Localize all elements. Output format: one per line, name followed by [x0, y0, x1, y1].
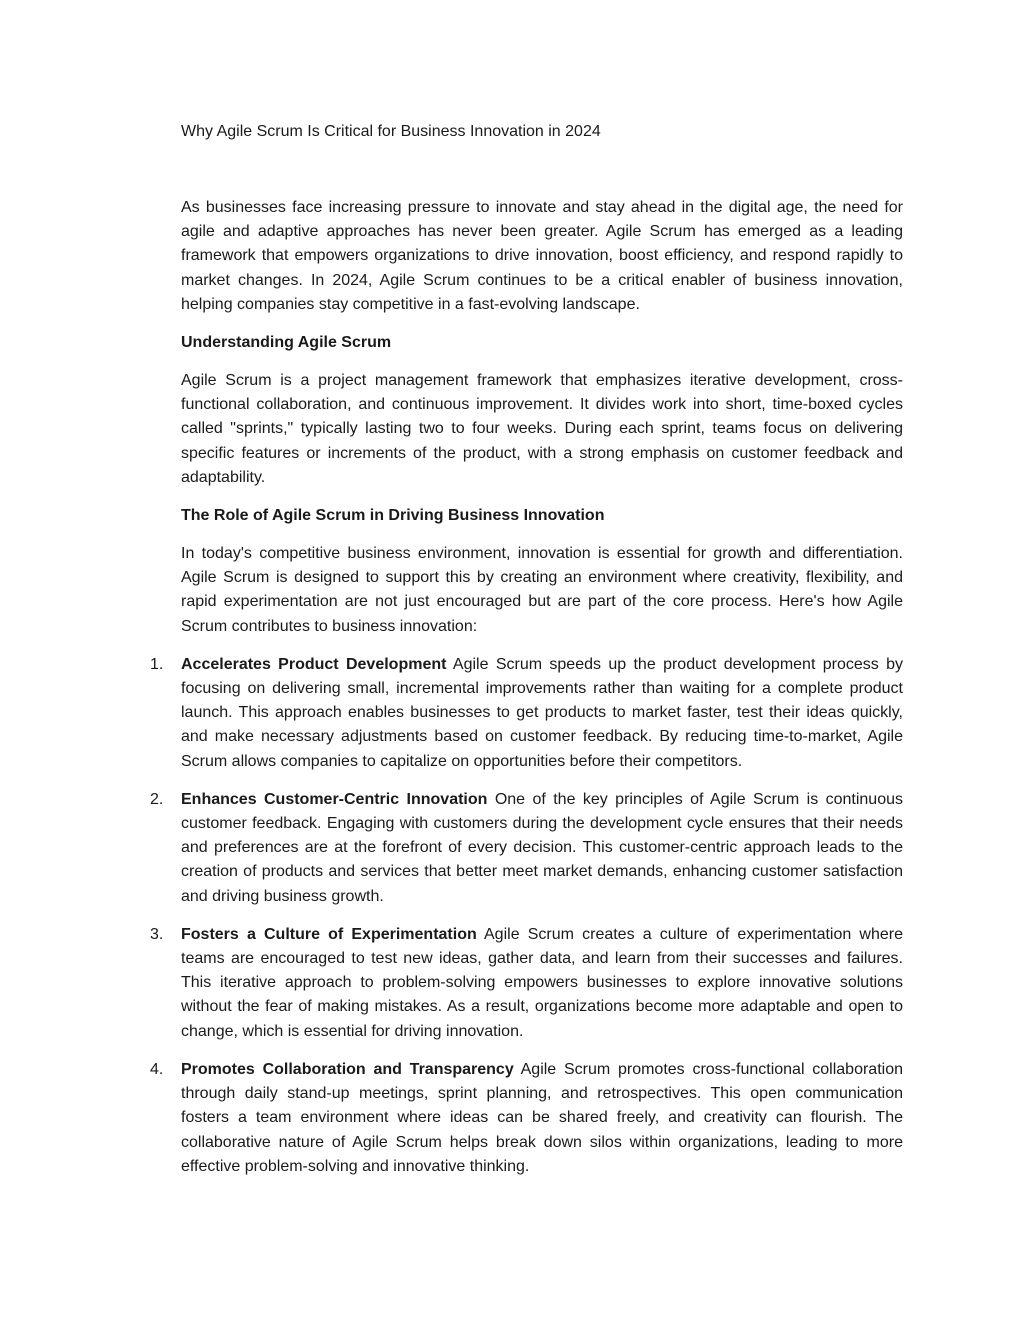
- list-item-text: Agile Scrum promotes cross-functional collaboration through daily stand-up meetings, sprint planning, and retrospectives. This open communication fosters a team environment where ideas can be shared freely, and creativity can flourish. The collaborative nature of Agile Scrum helps break down silos within organizations, leading to more effective problem-solving and innovative thinking.: [181, 1060, 903, 1175]
- section-paragraph-role: In today's competitive business environment, innovation is essential for growth and differentiation. Agile Scrum is designed to support this by creating an environment where creativity, flexibility, and rapid experimentation are not just encouraged but are part of the core process. Here's how Agile Scrum contributes to business innovation:: [181, 545, 903, 635]
- list-item-title: Enhances Customer-Centric Innovation: [181, 790, 488, 808]
- list-item-text: Agile Scrum creates a culture of experimentation where teams are encouraged to test new ideas, gather data, and learn from their successes and failures. This iterative approach to problem-solving empowers businesses to explore innovative solutions without the fear of making mistakes. As a result, organizations become more adaptable and open to change, which is essential for driving innovation.: [181, 925, 904, 1040]
- list-item-number: 2.: [150, 790, 164, 808]
- innovation-list: [150, 653, 904, 1179]
- list-item: [150, 788, 903, 909]
- list-item-text: One of the key principles of Agile Scrum is continuous customer feedback. Engaging with customers during the development cycle ensures that their needs and preferences are at the forefront of every decision. This customer-centric approach leads to the creation of products and services that better meet market demands, enhancing customer satisfaction and driving business growth.: [181, 790, 903, 905]
- list-item: [150, 923, 904, 1044]
- list-item-number: 3.: [150, 925, 164, 943]
- document-body: [150, 120, 904, 1193]
- list-item-text: Agile Scrum speeds up the product development process by focusing on delivering small, incremental improvements rather than waiting for a complete product launch. This approach enables businesses to get products to market faster, test their ideas quickly, and make necessary adjustments based on customer feedback. By reducing time-to-market, Agile Scrum allows companies to capitalize on opportunities before their competitors.: [181, 655, 904, 770]
- list-item: [150, 653, 904, 774]
- list-item-title: Accelerates Product Development: [181, 655, 447, 673]
- document-title: Why Agile Scrum Is Critical for Business Innovation in 2024: [181, 123, 601, 140]
- section-paragraph-understanding: Agile Scrum is a project management framework that emphasizes iterative development, cross-functional collaboration, and continuous improvement. It divides work into short, time-boxed cycles called "sprints," typically lasting two to four weeks. During each sprint, teams focus on delivering specific features or increments of the product, with a strong emphasis on customer feedback and adaptability.: [181, 372, 903, 486]
- intro-paragraph: As businesses face increasing pressure to innovate and stay ahead in the digital age, the need for agile and adaptive approaches has never been greater. Agile Scrum has emerged as a leading framework that empowers organizations to drive innovation, boost efficiency, and respond rapidly to market changes. In 2024, Agile Scrum continues to be a critical enabler of business innovation, helping companies stay competitive in a fast-evolving landscape.: [181, 199, 903, 313]
- section-heading-role: The Role of Agile Scrum in Driving Business Innovation: [181, 507, 605, 525]
- list-item-number: 1.: [150, 655, 164, 673]
- section-heading-understanding: Understanding Agile Scrum: [181, 334, 392, 352]
- list-item-number: 4.: [150, 1060, 164, 1078]
- list-item-title: Promotes Collaboration and Transparency: [181, 1060, 514, 1078]
- list-item: [150, 1058, 903, 1179]
- list-item-title: Fosters a Culture of Experimentation: [181, 925, 477, 943]
